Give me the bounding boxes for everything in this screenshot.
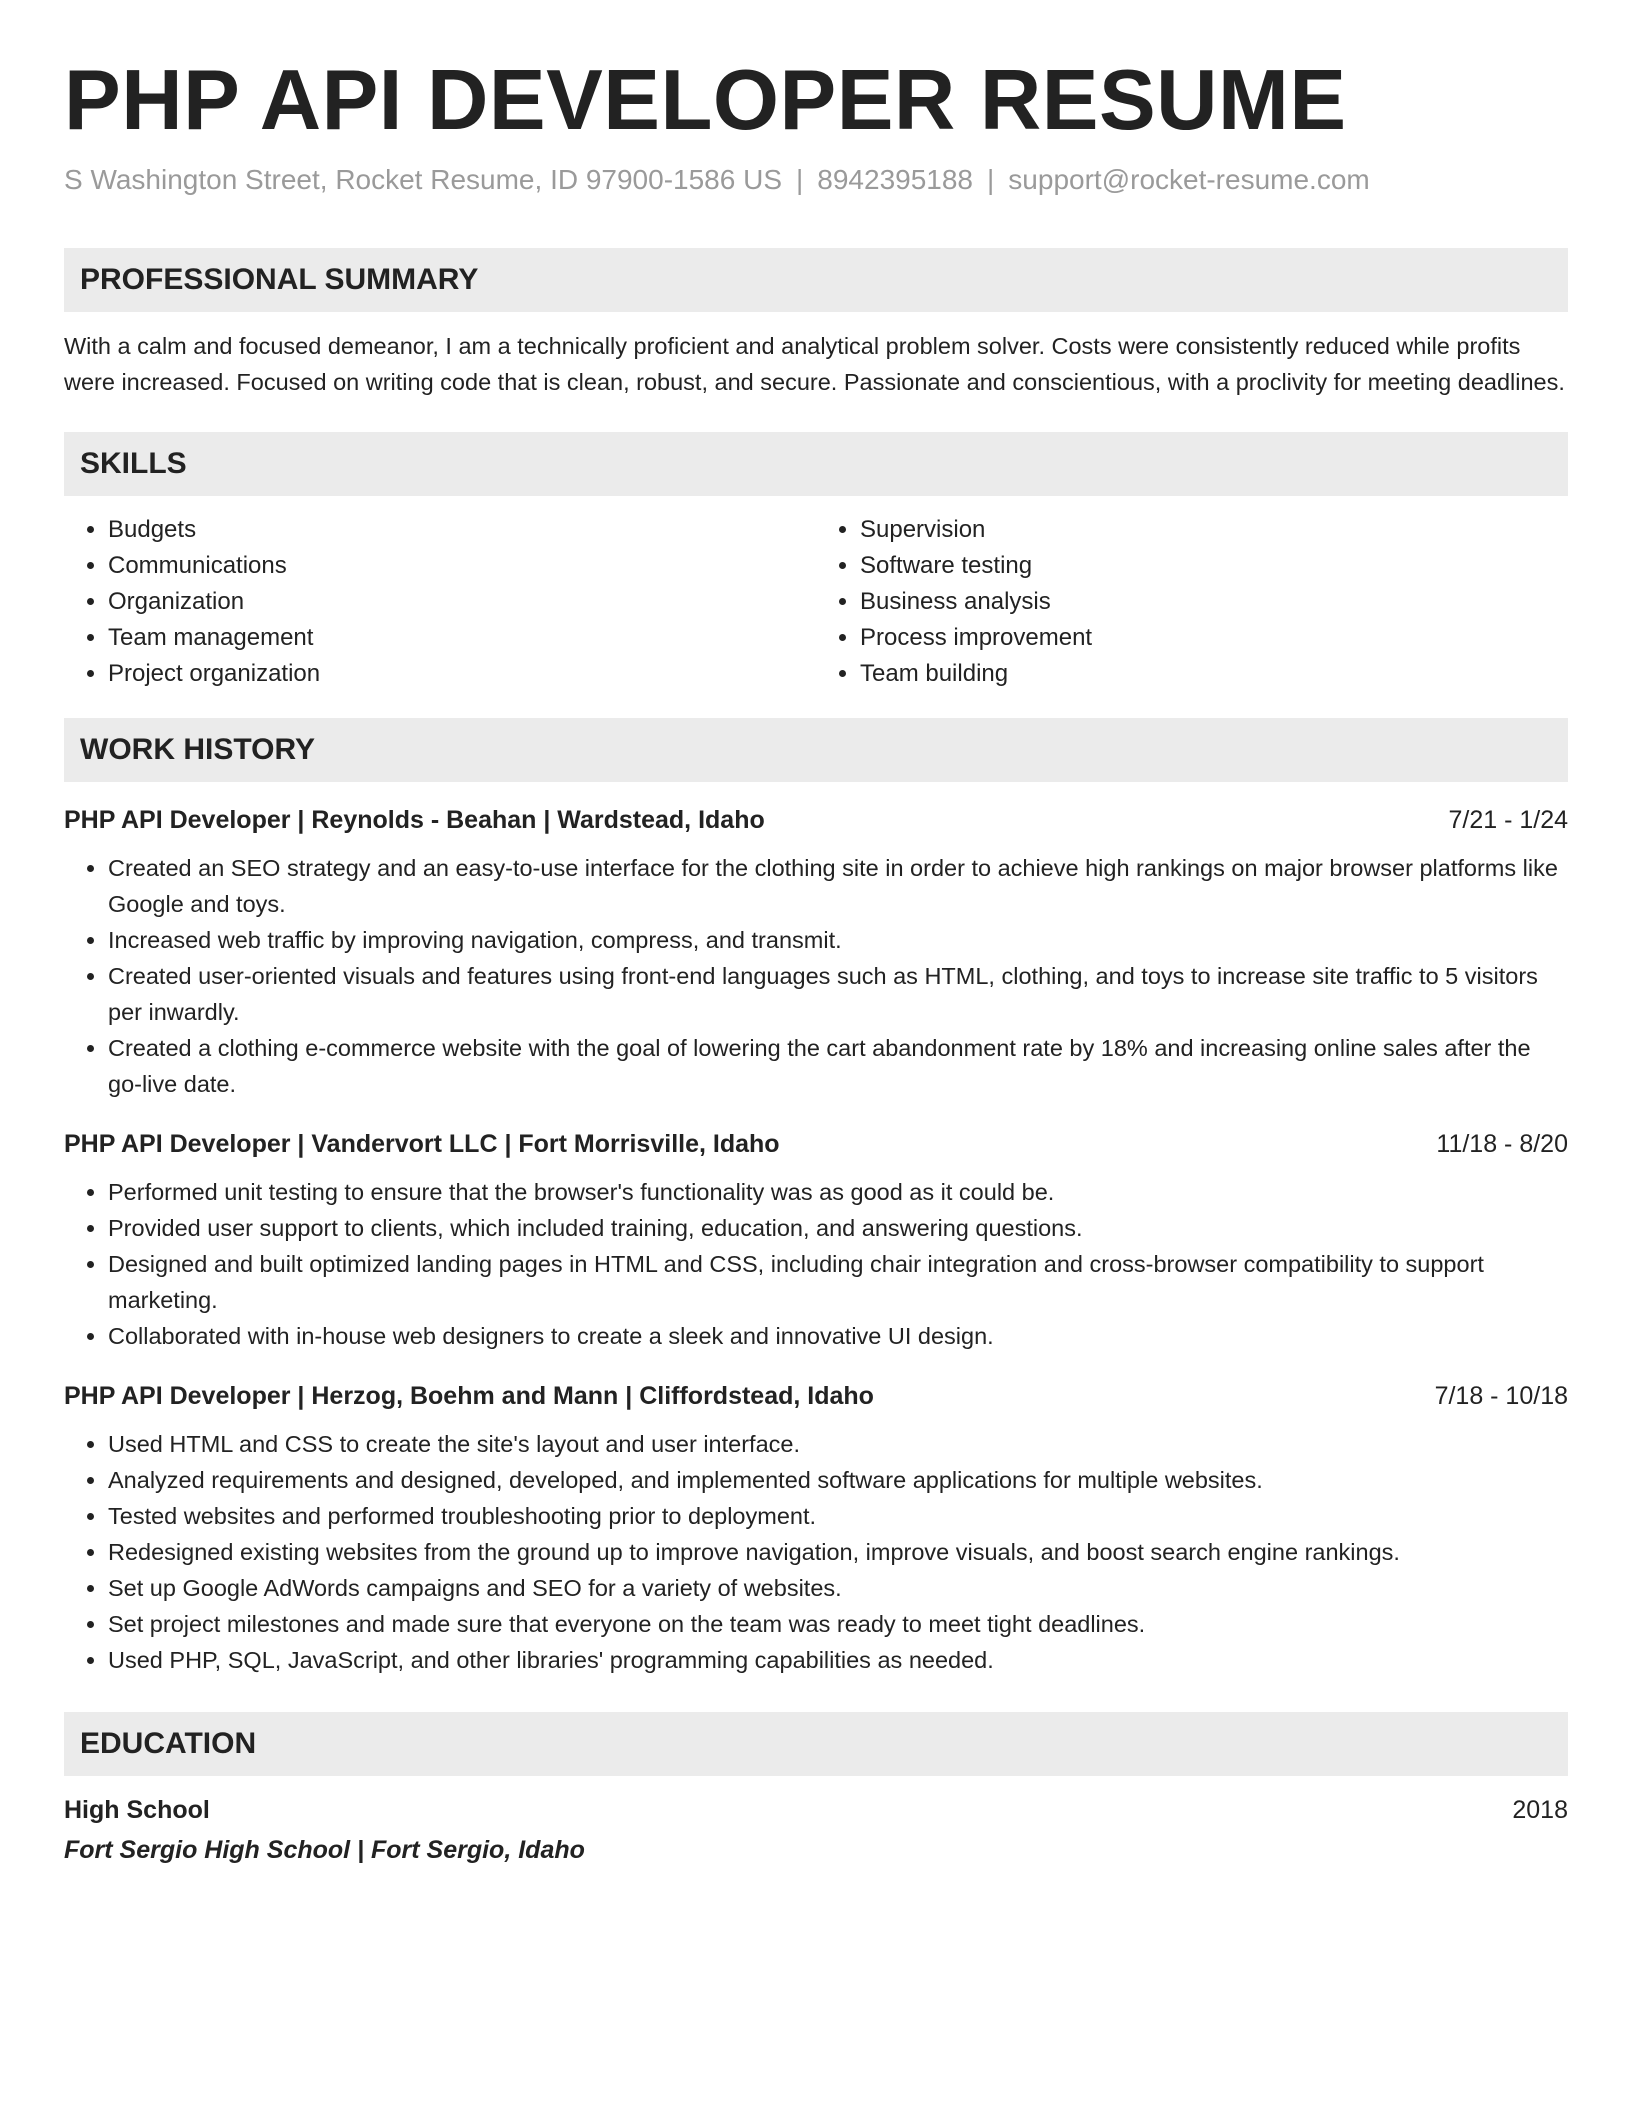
resume-title: PHP API DEVELOPER RESUME: [64, 53, 1347, 148]
job-dates: 11/18 - 8/20: [1436, 1129, 1568, 1158]
skill-item: • Supervision: [860, 512, 1568, 548]
education-entry: [64, 1792, 1568, 1868]
job-bullet: • Set up Google AdWords campaigns and SEO for a variety of websites.: [108, 1570, 1568, 1606]
job-bullet: • Designed and built optimized landing pages in HTML and CSS, including chair integration and cross-browser compatibility to support marketing.: [108, 1246, 1568, 1318]
job-bullets: [64, 1174, 1568, 1354]
job-bullet: • Used PHP, SQL, JavaScript, and other libraries' programming capabilities as needed.: [108, 1642, 1568, 1678]
section-heading-summary: PROFESSIONAL SUMMARY: [64, 248, 1568, 312]
job-title: PHP API Developer | Herzog, Boehm and Mann | Cliffordstead, Idaho: [64, 1381, 874, 1410]
skill-item: • Team management: [108, 620, 816, 656]
contact-line: [64, 164, 1568, 196]
section-heading-education: EDUCATION: [64, 1712, 1568, 1776]
skill-item: • Organization: [108, 584, 816, 620]
job-dates: 7/18 - 10/18: [1434, 1381, 1568, 1410]
section-heading-skills: SKILLS: [64, 432, 1568, 496]
skills-column-right: [816, 512, 1568, 692]
education-school: Fort Sergio High School | Fort Sergio, Idaho: [64, 1835, 585, 1864]
skill-item: • Budgets: [108, 512, 816, 548]
job-dates: 7/21 - 1/24: [1448, 805, 1568, 834]
job-bullet: • Analyzed requirements and designed, developed, and implemented software applications for multiple websites.: [108, 1462, 1568, 1498]
contact-separator: |: [987, 163, 995, 195]
job-entry: [64, 802, 1568, 1102]
education-header: [64, 1792, 1568, 1828]
skill-item: • Communications: [108, 548, 816, 584]
job-bullet: • Created an SEO strategy and an easy-to-use interface for the clothing site in order to achieve high rankings on major browser platforms like Google and toys.: [108, 850, 1568, 922]
job-bullet: • Increased web traffic by improving navigation, compress, and transmit.: [108, 922, 1568, 958]
job-header: [64, 1126, 1568, 1162]
job-bullet: • Tested websites and performed troubleshooting prior to deployment.: [108, 1498, 1568, 1534]
job-bullet: • Used HTML and CSS to create the site's layout and user interface.: [108, 1426, 1568, 1462]
education-degree: High School: [64, 1795, 210, 1824]
job-bullet: • Collaborated with in-house web designers to create a sleek and innovative UI design.: [108, 1318, 1568, 1354]
skill-item: • Project organization: [108, 656, 816, 692]
job-title: PHP API Developer | Vandervort LLC | Fort Morrisville, Idaho: [64, 1129, 780, 1158]
job-bullet: • Created a clothing e-commerce website with the goal of lowering the cart abandonment rate by 18% and increasing online sales after the go-live date.: [108, 1030, 1568, 1102]
skill-item: • Business analysis: [860, 584, 1568, 620]
skill-item: • Software testing: [860, 548, 1568, 584]
job-title: PHP API Developer | Reynolds - Beahan | Wardstead, Idaho: [64, 805, 765, 834]
job-entry: [64, 1378, 1568, 1678]
contact-phone: 8942395188: [817, 163, 974, 195]
job-bullet: • Set project milestones and made sure that everyone on the team was ready to meet tight deadlines.: [108, 1606, 1568, 1642]
job-header: [64, 1378, 1568, 1414]
job-bullet: • Redesigned existing websites from the ground up to improve navigation, improve visuals, and boost search engine rankings.: [108, 1534, 1568, 1570]
skills-column-left: [64, 512, 816, 692]
job-bullets: [64, 850, 1568, 1102]
section-heading-work-history: WORK HISTORY: [64, 718, 1568, 782]
job-bullet: • Performed unit testing to ensure that the browser's functionality was as good as it could be.: [108, 1174, 1568, 1210]
contact-separator: |: [796, 163, 804, 195]
job-bullets: [64, 1426, 1568, 1678]
job-entry: [64, 1126, 1568, 1354]
skills-list: [64, 512, 1568, 692]
job-bullet: • Provided user support to clients, which included training, education, and answering questions.: [108, 1210, 1568, 1246]
job-header: [64, 802, 1568, 838]
summary-text: With a calm and focused demeanor, I am a technically proficient and analytical problem solver. Costs were consistently reduced while profits were increased. Focused on writing code that is clean, robust, and secure. Passionate and conscientious, with a proclivity for meeting deadlines.: [64, 332, 1565, 395]
skill-item: • Process improvement: [860, 620, 1568, 656]
skill-item: • Team building: [860, 656, 1568, 692]
contact-email: support@rocket-resume.com: [1008, 163, 1370, 195]
education-year: 2018: [1512, 1795, 1568, 1824]
job-bullet: • Created user-oriented visuals and features using front-end languages such as HTML, clothing, and toys to increase site traffic to 5 visitors per inwardly.: [108, 958, 1568, 1030]
contact-address: S Washington Street, Rocket Resume, ID 97900-1586 US: [64, 163, 782, 195]
